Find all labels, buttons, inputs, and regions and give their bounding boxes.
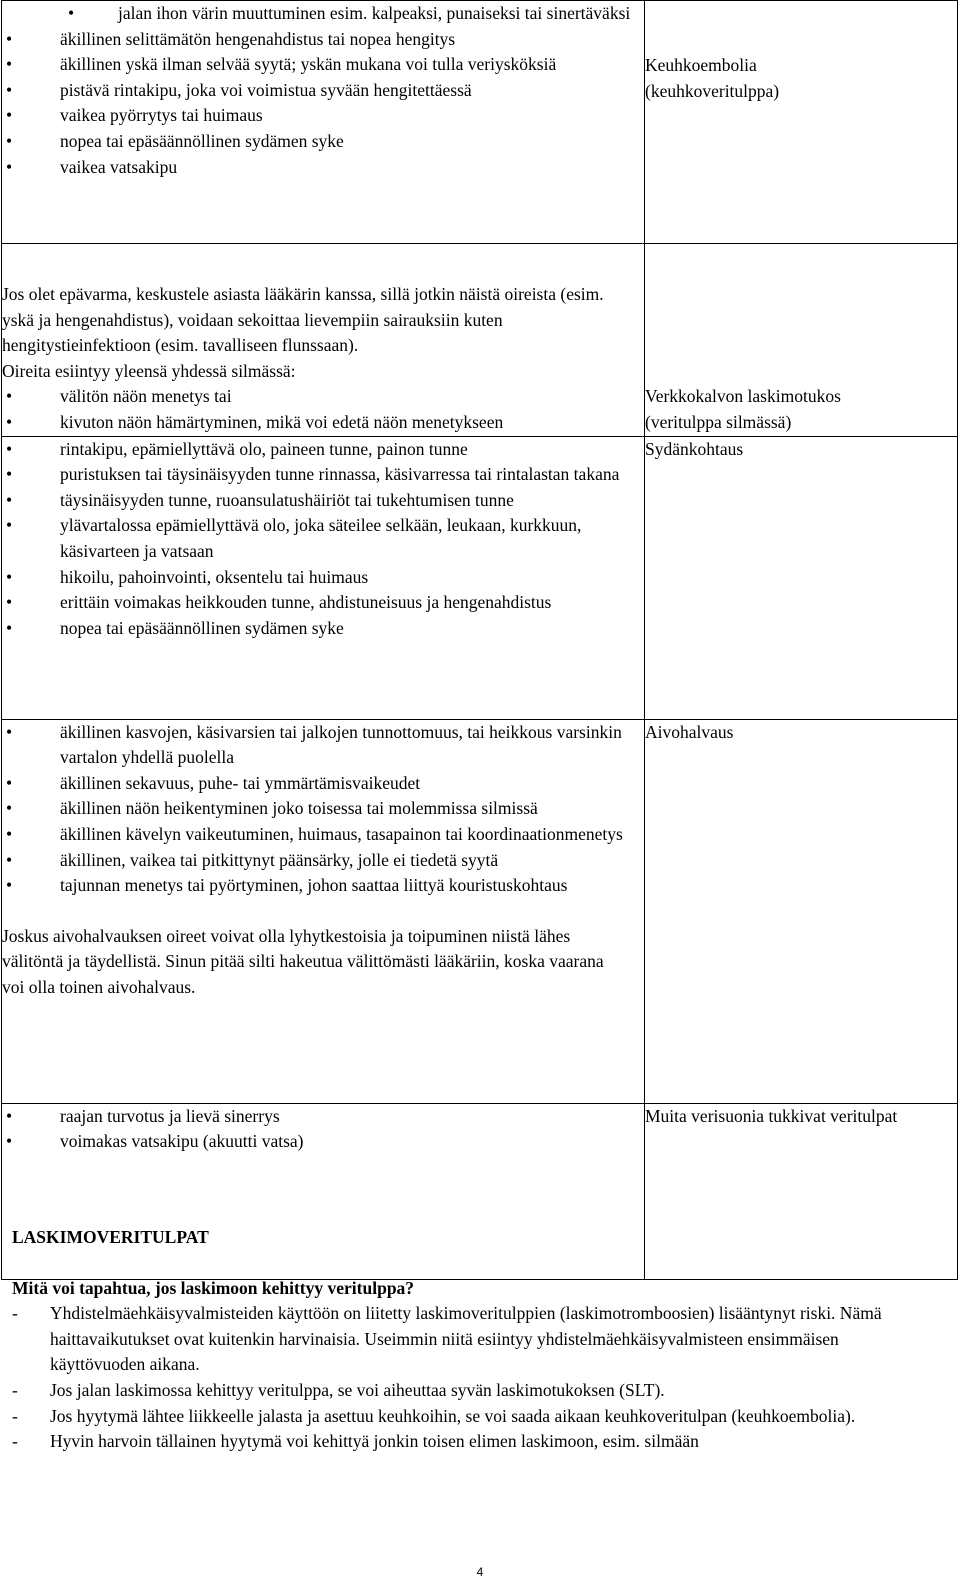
condition-label: Sydänkohtaus	[645, 438, 744, 459]
condition-label: (veritulppa silmässä)	[645, 411, 792, 432]
condition-label: Keuhkoembolia	[645, 55, 757, 75]
dash-mark: -	[12, 1431, 18, 1452]
table-row	[2, 1, 958, 244]
symptom-item	[2, 873, 644, 899]
symptom-text: vaikea pyörrytys tai huimaus	[60, 105, 263, 126]
symptom-item	[2, 565, 644, 591]
dash-text: Jos jalan laskimossa kehittyy veritulppa, se voi aiheuttaa syvän laskimotukoksen (SLT).	[50, 1379, 665, 1400]
table-row	[2, 719, 958, 1103]
bullet-icon: •	[6, 130, 13, 151]
symptom-item	[2, 27, 644, 53]
symptom-text: nopea tai epäsäännöllinen sydämen syke	[60, 130, 344, 151]
symptoms-cell	[2, 244, 645, 437]
bullet-icon: •	[6, 566, 13, 587]
symptom-item	[2, 410, 644, 436]
symptom-item	[2, 616, 644, 642]
symptom-item	[2, 848, 644, 874]
table-row	[2, 436, 958, 719]
dash-mark: -	[12, 1379, 18, 1400]
symptom-item	[2, 1129, 644, 1155]
symptom-text: nopea tai epäsäännöllinen sydämen syke	[60, 617, 344, 638]
bullet-icon: •	[6, 438, 13, 459]
symptom-paragraph: Oireita esiintyy yleensä yhdessä silmässä:	[2, 360, 296, 381]
dash-text: Hyvin harvoin tällainen hyytymä voi kehittyä jonkin toisen elimen laskimoon, esim. silmään	[50, 1431, 699, 1452]
after-table-section	[12, 1225, 932, 1455]
symptom-item	[2, 155, 644, 181]
bullet-icon: •	[68, 3, 75, 23]
symptom-text: kivuton näön hämärtyminen, mikä voi edetä näön menetykseen	[60, 411, 504, 432]
dash-mark: -	[12, 1303, 18, 1324]
symptom-text: täysinäisyyden tunne, ruoansulatushäiriöt tai tukehtumisen tunne	[60, 489, 514, 510]
symptom-item	[2, 822, 644, 848]
symptom-item	[2, 78, 644, 104]
symptom-condition-table	[1, 0, 958, 1280]
symptom-text: rintakipu, epämiellyttävä olo, paineen tunne, painon tunne	[60, 438, 468, 459]
symptom-text: ylävartalossa epämiellyttävä olo, joka säteilee selkään, leukaan, kurkkuun, käsivarteen ja vatsaan	[60, 515, 582, 561]
symptom-text: äkillinen, vaikea tai pitkittynyt päänsärky, jolle ei tiedetä syytä	[60, 849, 499, 870]
symptom-text: jalan ihon värin muuttuminen esim. kalpeaksi, punaiseksi tai sinertäväksi	[118, 3, 631, 23]
question-heading: Mitä voi tapahtua, jos laskimoon kehittyy veritulppa?	[12, 1277, 415, 1298]
condition-cell	[645, 436, 958, 719]
symptoms-cell	[2, 436, 645, 719]
symptoms-cell	[2, 719, 645, 1103]
symptom-text: puristuksen tai täysinäisyyden tunne rinnassa, käsivarressa tai rintalastan takana	[60, 464, 620, 485]
bullet-icon: •	[6, 28, 13, 49]
dash-mark: -	[12, 1405, 18, 1426]
bullet-icon: •	[6, 386, 13, 407]
condition-label: Verkkokalvon laskimotukos	[645, 386, 841, 406]
symptom-item	[2, 720, 644, 771]
bullet-icon: •	[6, 823, 13, 844]
bullet-icon: •	[6, 105, 13, 126]
symptom-text: raajan turvotus ja lievä sinerrys	[60, 1105, 280, 1126]
condition-label: Muita verisuonia tukkivat veritulpat	[645, 1105, 898, 1126]
symptom-item	[2, 129, 644, 155]
symptom-item	[2, 513, 644, 564]
symptom-item	[2, 52, 644, 78]
symptom-text: voimakas vatsakipu (akuutti vatsa)	[60, 1131, 304, 1152]
bullet-icon: •	[6, 54, 13, 75]
symptom-text: äkillinen selittämätön hengenahdistus tai nopea hengitys	[60, 28, 456, 49]
condition-label: Aivohalvaus	[645, 721, 734, 742]
bullet-icon: •	[6, 464, 13, 485]
symptom-text: erittäin voimakas heikkouden tunne, ahdistuneisuus ja hengenahdistus	[60, 592, 552, 613]
symptom-text: pistävä rintakipu, joka voi voimistua syvään hengitettäessä	[60, 79, 472, 100]
symptom-item	[2, 796, 644, 822]
symptom-text: äkillinen kävelyn vaikeutuminen, huimaus, tasapainon tai koordinaationmenetys	[60, 823, 623, 844]
bullet-icon: •	[6, 592, 13, 613]
bullet-icon: •	[6, 772, 13, 793]
bullet-icon: •	[6, 515, 13, 536]
symptom-paragraph: Joskus aivohalvauksen oireet voivat olla lyhytkestoisia ja toipuminen niistä lähes välitöntä ja täydellistä. Sinun pitää silti hakeutua välittömästi lääkäriin, koska vaarana voi olla toinen aivohalvaus.	[2, 925, 604, 997]
section-title: LASKIMOVERITULPAT	[12, 1227, 209, 1247]
symptom-text: vaikea vatsakipu	[60, 156, 178, 177]
condition-cell	[645, 244, 958, 437]
dash-item	[12, 1301, 932, 1378]
bullet-icon: •	[6, 1105, 13, 1126]
dash-item	[12, 1429, 932, 1455]
symptom-item	[2, 1, 644, 27]
bullet-icon: •	[6, 798, 13, 819]
symptom-item	[2, 771, 644, 797]
symptom-item	[2, 590, 644, 616]
dash-list	[12, 1301, 932, 1455]
symptom-text: välitön näön menetys tai	[60, 386, 232, 407]
symptoms-cell	[2, 1, 645, 244]
symptom-text: äkillinen sekavuus, puhe- tai ymmärtämisvaikeudet	[60, 772, 421, 793]
dash-item	[12, 1404, 932, 1430]
symptom-item	[2, 103, 644, 129]
symptom-text: äkillinen yskä ilman selvää syytä; yskän mukana voi tulla veriysköksiä	[60, 54, 557, 75]
bullet-icon: •	[6, 411, 13, 432]
bullet-icon: •	[6, 721, 13, 742]
symptom-text: äkillinen näön heikentyminen joko toisessa tai molemmissa silmissä	[60, 798, 538, 819]
bullet-icon: •	[6, 875, 13, 896]
symptom-item	[2, 462, 644, 488]
dash-item	[12, 1378, 932, 1404]
symptom-item	[2, 437, 644, 463]
condition-cell	[645, 719, 958, 1103]
symptom-item	[2, 488, 644, 514]
symptom-paragraph: Jos olet epävarma, keskustele asiasta lääkärin kanssa, sillä jotkin näistä oireista (esim. yskä ja hengenahdistus), voidaan sekoittaa lievempiin sairauksiin kuten hengitystieinfektioon (esim. tavalliseen flunssaan).	[2, 284, 604, 356]
symptom-text: hikoilu, pahoinvointi, oksentelu tai huimaus	[60, 566, 369, 587]
bullet-icon: •	[6, 156, 13, 177]
condition-cell	[645, 1, 958, 244]
bullet-icon: •	[6, 617, 13, 638]
condition-label: (keuhkoveritulppa)	[645, 80, 780, 101]
table-row	[2, 244, 958, 437]
symptom-text: tajunnan menetys tai pyörtyminen, johon saattaa liittyä kouristuskohtaus	[60, 875, 568, 896]
bullet-icon: •	[6, 849, 13, 870]
bullet-icon: •	[6, 79, 13, 100]
dash-text: Jos hyytymä lähtee liikkeelle jalasta ja asettuu keuhkoihin, se voi saada aikaan keuhkoveritulpan (keuhkoembolia).	[50, 1405, 856, 1426]
symptom-item	[2, 384, 644, 410]
page-number: 4	[476, 1565, 484, 1579]
symptom-item	[2, 1104, 644, 1130]
symptom-text: äkillinen kasvojen, käsivarsien tai jalkojen tunnottomuus, tai heikkous varsinkin vartalon yhdellä puolella	[60, 721, 622, 768]
dash-text: Yhdistelmäehkäisyvalmisteiden käyttöön on liitetty laskimoveritulppien (laskimotromboosien) lisääntynyt riski. Nämä haittavaikutukset ovat kuitenkin harvinaisia. Useimmin niitä esiintyy yhdistelmäehkäisyvalmisteen ensimmäisen käyttövuoden aikana.	[50, 1303, 882, 1375]
bullet-icon: •	[6, 1131, 13, 1152]
bullet-icon: •	[6, 489, 13, 510]
